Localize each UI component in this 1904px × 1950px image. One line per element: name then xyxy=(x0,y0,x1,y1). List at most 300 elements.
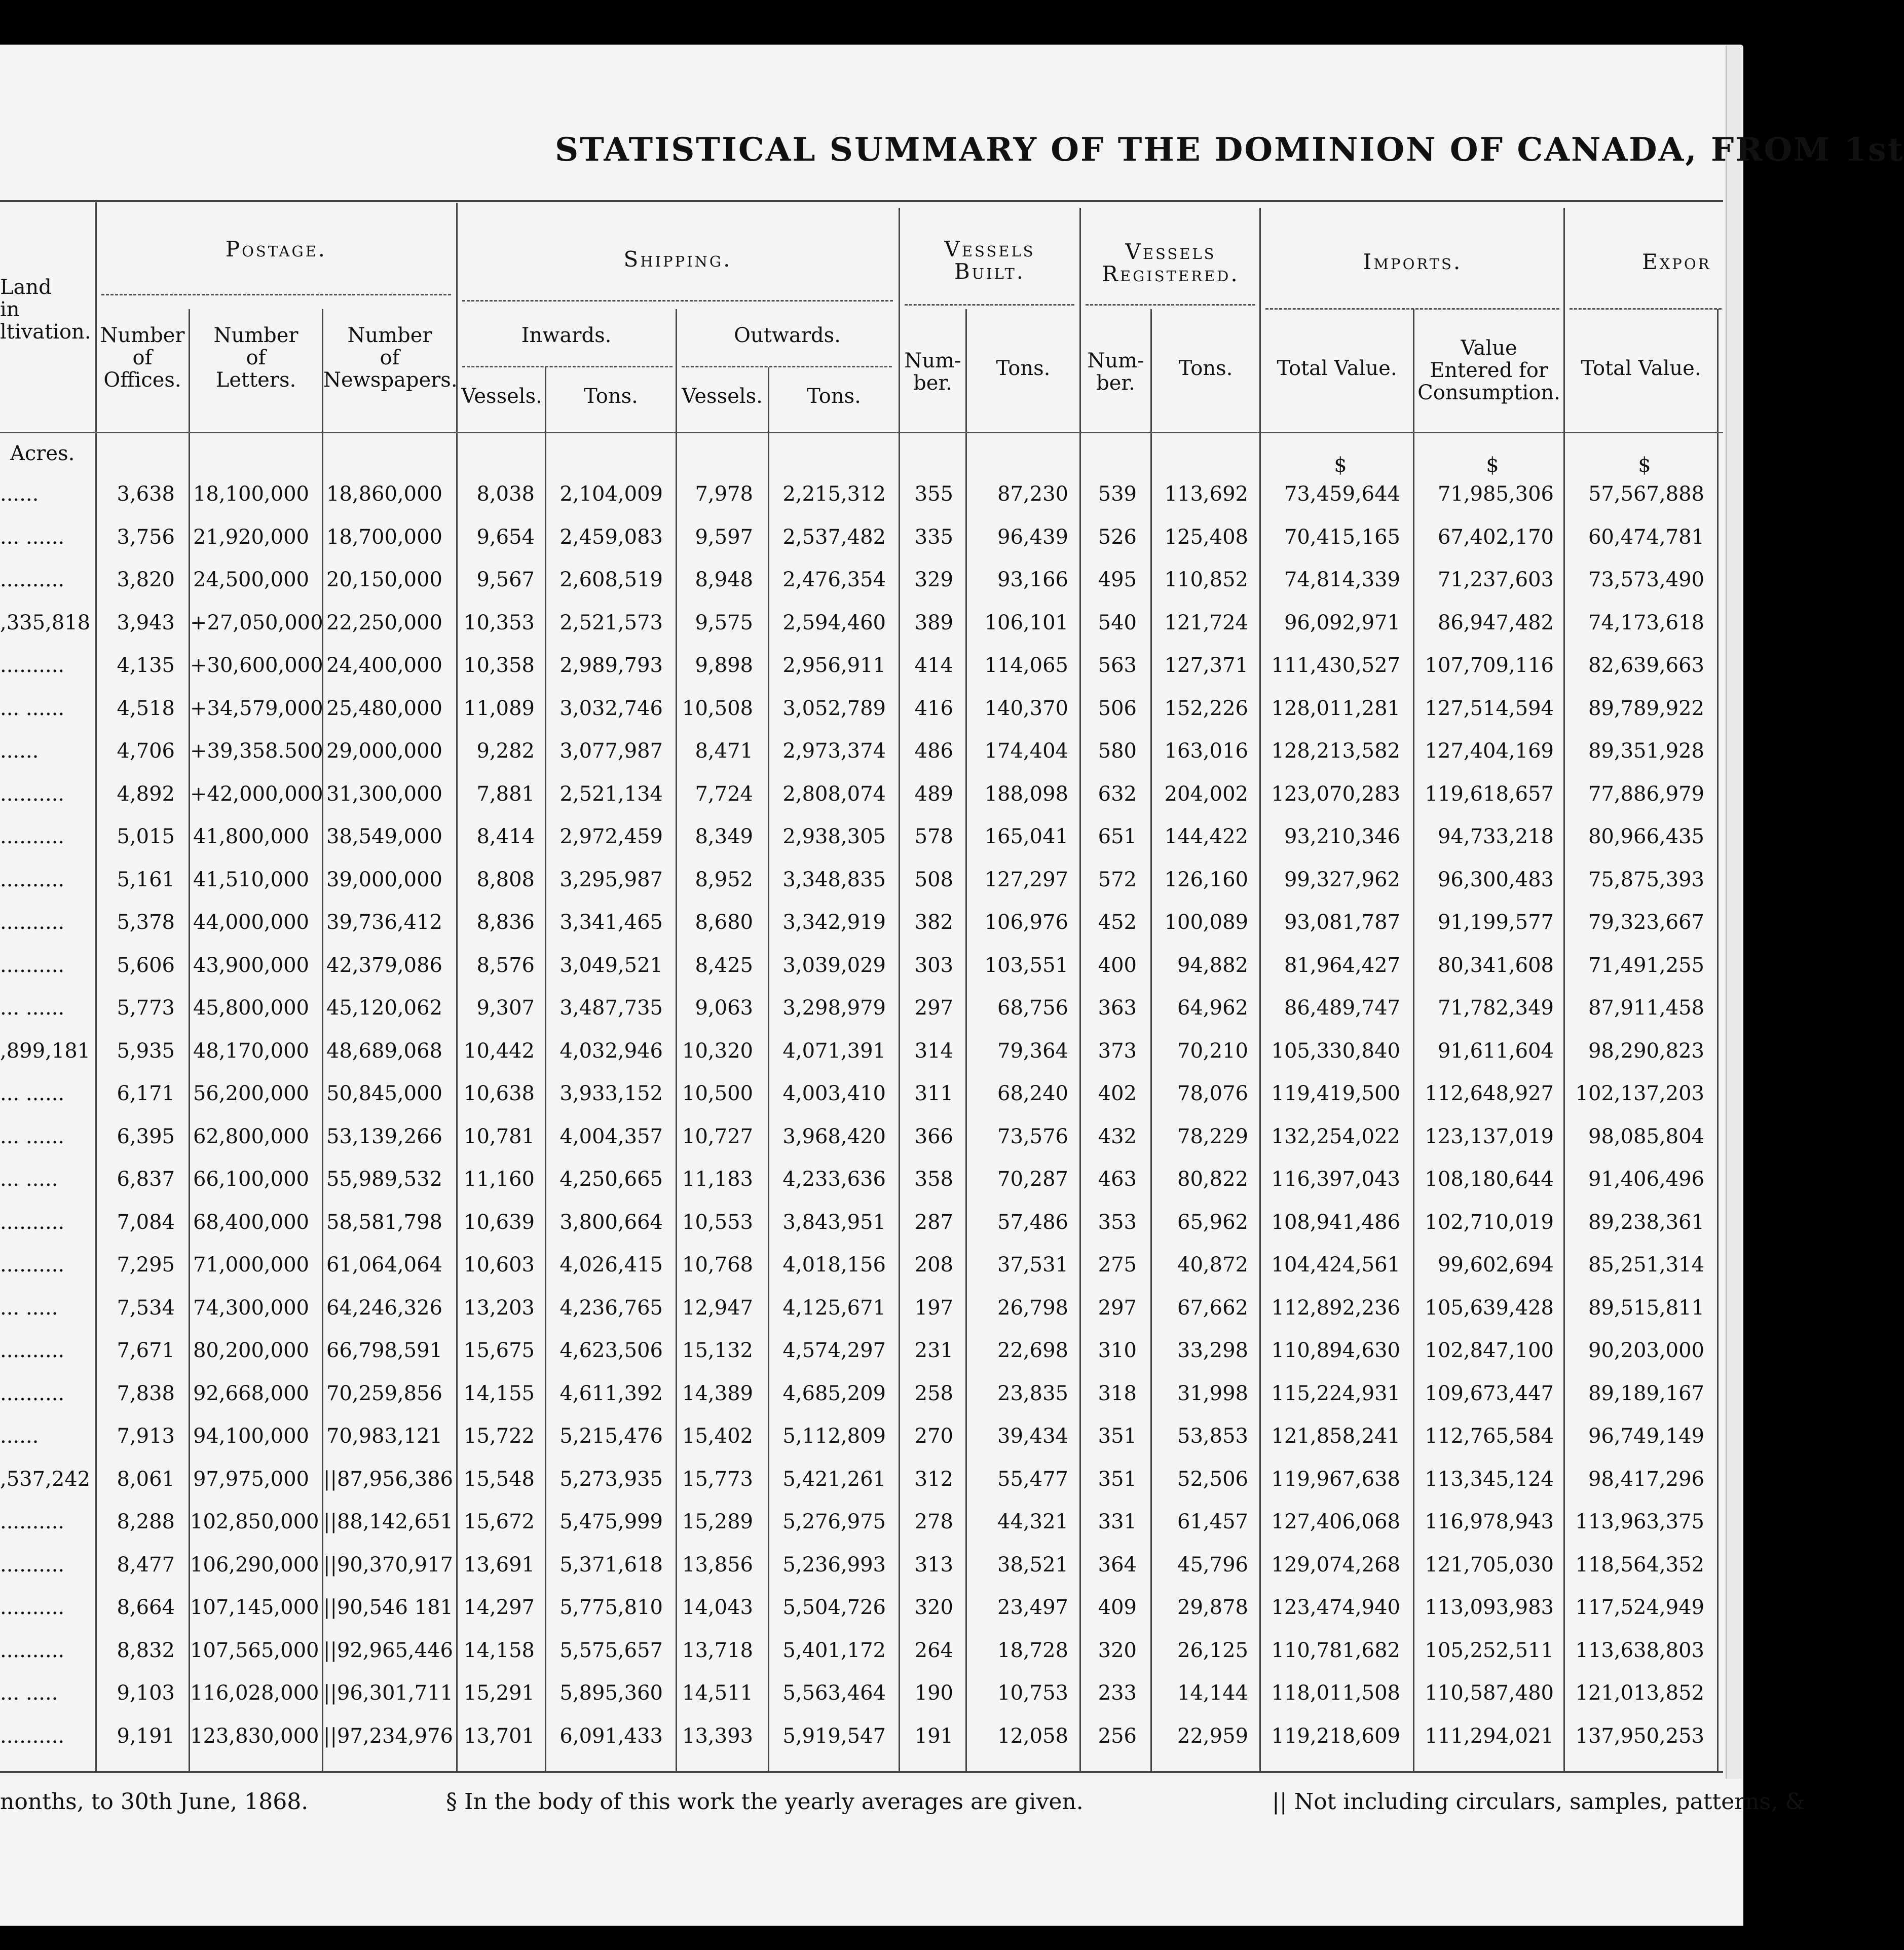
cell-newspapers: 48,689,068 xyxy=(326,1039,442,1063)
cell-out-vessels: 12,947 xyxy=(682,1296,753,1320)
cell-exports-total: 71,491,255 xyxy=(1588,954,1704,977)
cell-built-tons: 165,041 xyxy=(984,825,1068,848)
cell-in-vessels: 11,089 xyxy=(464,697,535,720)
cell-exports-total: 79,323,667 xyxy=(1588,911,1704,934)
cell-reg-number: 310 xyxy=(1098,1339,1137,1362)
cell-exports-total: 82,639,663 xyxy=(1588,654,1704,677)
cell-land: ... ...... xyxy=(0,1125,65,1148)
cell-in-vessels: 14,155 xyxy=(464,1382,535,1405)
cell-imports-total: 81,964,427 xyxy=(1284,954,1400,977)
cell-exports-total: 113,638,803 xyxy=(1575,1639,1704,1662)
cell-letters: 24,500,000 xyxy=(193,568,309,591)
cell-built-number: 258 xyxy=(914,1382,953,1405)
header-rule xyxy=(0,432,1723,433)
cell-offices: 7,913 xyxy=(117,1424,175,1448)
cell-imports-total: 93,210,346 xyxy=(1284,825,1400,848)
cell-reg-number: 632 xyxy=(1098,782,1137,806)
cell-newspapers: 70,983,121 xyxy=(326,1424,442,1448)
cell-imports-total: 108,941,486 xyxy=(1271,1211,1400,1234)
cell-reg-number: 400 xyxy=(1098,954,1137,977)
cell-out-tons: 4,071,391 xyxy=(782,1039,886,1063)
cell-newspapers: 24,400,000 xyxy=(326,654,442,677)
cell-out-tons: 5,919,547 xyxy=(782,1724,886,1748)
cell-offices: 8,288 xyxy=(117,1510,175,1533)
cell-newspapers: 22,250,000 xyxy=(326,611,442,634)
cell-out-vessels: 15,289 xyxy=(682,1510,753,1533)
cell-reg-number: 402 xyxy=(1098,1082,1137,1105)
cell-reg-number: 463 xyxy=(1098,1168,1137,1191)
cell-letters: 66,100,000 xyxy=(193,1168,309,1191)
cell-built-tons: 70,287 xyxy=(997,1168,1068,1191)
cell-imports-total: 93,081,787 xyxy=(1284,911,1400,934)
cell-built-tons: 57,486 xyxy=(997,1211,1068,1234)
cell-reg-tons: 110,852 xyxy=(1164,568,1248,591)
column-rule xyxy=(1717,309,1719,1771)
header-in-vessels: Vessels. xyxy=(461,385,542,408)
cell-out-tons: 3,342,919 xyxy=(782,911,886,934)
cell-out-tons: 4,125,671 xyxy=(782,1296,886,1320)
cell-letters: 41,510,000 xyxy=(193,868,309,891)
column-rule xyxy=(456,203,458,1771)
cell-out-tons: 2,808,074 xyxy=(782,782,886,806)
cell-newspapers: 31,300,000 xyxy=(326,782,442,806)
cell-offices: 7,838 xyxy=(117,1382,175,1405)
cell-newspapers: ||87,956,386 xyxy=(323,1468,453,1491)
cell-built-tons: 18,728 xyxy=(997,1639,1068,1662)
cell-imports-consumption: 108,180,644 xyxy=(1425,1168,1554,1191)
cell-exports-total: 89,789,922 xyxy=(1588,697,1704,720)
cell-exports-total: 74,173,618 xyxy=(1588,611,1704,634)
cell-out-vessels: 13,393 xyxy=(682,1724,753,1748)
cell-in-tons: 3,341,465 xyxy=(559,911,663,934)
cell-imports-consumption: 105,639,428 xyxy=(1425,1296,1554,1320)
cell-out-tons: 4,685,209 xyxy=(782,1382,886,1405)
cell-offices: 4,706 xyxy=(117,739,175,763)
cell-built-number: 303 xyxy=(914,954,953,977)
cell-in-tons: 3,487,735 xyxy=(559,996,663,1020)
cell-letters: 97,975,000 xyxy=(193,1468,309,1491)
cell-in-vessels: 15,672 xyxy=(464,1510,535,1533)
cell-out-tons: 2,537,482 xyxy=(782,526,886,549)
cell-built-tons: 87,230 xyxy=(997,482,1068,506)
cell-reg-tons: 65,962 xyxy=(1177,1211,1248,1234)
cell-in-tons: 2,104,009 xyxy=(559,482,663,506)
cell-out-vessels: 10,768 xyxy=(682,1253,753,1277)
cell-in-tons: 5,475,999 xyxy=(559,1510,663,1533)
cell-out-tons: 2,973,374 xyxy=(782,739,886,763)
cell-exports-total: 89,515,811 xyxy=(1588,1296,1704,1320)
cell-imports-total: 116,397,043 xyxy=(1271,1168,1400,1191)
cell-out-tons: 2,215,312 xyxy=(782,482,886,506)
cell-imports-consumption: 109,673,447 xyxy=(1425,1382,1554,1405)
cell-exports-total: 75,875,393 xyxy=(1588,868,1704,891)
cell-in-vessels: 8,414 xyxy=(476,825,535,848)
cell-exports-total: 118,564,352 xyxy=(1575,1553,1704,1577)
cell-land: ... ...... xyxy=(0,996,65,1020)
cell-in-vessels: 10,603 xyxy=(464,1253,535,1277)
cell-newspapers: 39,736,412 xyxy=(326,911,442,934)
cell-letters: 80,200,000 xyxy=(193,1339,309,1362)
cell-offices: 6,395 xyxy=(117,1125,175,1148)
cell-reg-number: 452 xyxy=(1098,911,1137,934)
cell-reg-number: 233 xyxy=(1098,1681,1137,1705)
cell-out-vessels: 10,727 xyxy=(682,1125,753,1148)
cell-out-tons: 5,401,172 xyxy=(782,1639,886,1662)
cell-in-tons: 5,215,476 xyxy=(559,1424,663,1448)
cell-exports-total: 60,474,781 xyxy=(1588,526,1704,549)
cell-built-number: 270 xyxy=(914,1424,953,1448)
cell-letters: 48,170,000 xyxy=(193,1039,309,1063)
cell-letters: 92,668,000 xyxy=(193,1382,309,1405)
cell-reg-tons: 80,822 xyxy=(1177,1168,1248,1191)
cell-imports-consumption: 105,252,511 xyxy=(1425,1639,1554,1662)
cell-out-vessels: 14,389 xyxy=(682,1382,753,1405)
cell-built-tons: 93,166 xyxy=(997,568,1068,591)
cell-letters: 107,145,000 xyxy=(190,1596,319,1619)
cell-reg-number: 540 xyxy=(1098,611,1137,634)
cell-imports-consumption: 86,947,482 xyxy=(1437,611,1554,634)
cell-in-vessels: 11,160 xyxy=(464,1168,535,1191)
cell-land: .......... xyxy=(0,825,65,848)
cell-imports-consumption: 111,294,021 xyxy=(1425,1724,1554,1748)
cell-in-vessels: 14,158 xyxy=(464,1639,535,1662)
header-vessels-registered: Vessels Registered. xyxy=(1102,239,1240,286)
cell-reg-number: 539 xyxy=(1098,482,1137,506)
cell-offices: 3,943 xyxy=(117,611,175,634)
cell-imports-consumption: 113,093,983 xyxy=(1425,1596,1554,1619)
cell-built-tons: 106,101 xyxy=(984,611,1068,634)
cell-imports-consumption: 102,710,019 xyxy=(1425,1211,1554,1234)
cell-reg-number: 506 xyxy=(1098,697,1137,720)
cell-reg-tons: 100,089 xyxy=(1164,911,1248,934)
cell-reg-tons: 14,144 xyxy=(1177,1681,1248,1705)
cell-land: ... ...... xyxy=(0,526,65,549)
cell-in-tons: 4,623,506 xyxy=(559,1339,663,1362)
cell-imports-consumption: 91,611,604 xyxy=(1437,1039,1554,1063)
cell-in-tons: 2,521,134 xyxy=(559,782,663,806)
cell-newspapers: 64,246,326 xyxy=(326,1296,442,1320)
cell-out-tons: 2,938,305 xyxy=(782,825,886,848)
cell-out-vessels: 9,597 xyxy=(695,526,753,549)
cell-imports-total: 119,967,638 xyxy=(1271,1468,1400,1491)
cell-out-tons: 3,052,789 xyxy=(782,697,886,720)
cell-imports-consumption: 71,782,349 xyxy=(1437,996,1554,1020)
cell-land: ... ..... xyxy=(0,1296,58,1320)
cell-out-tons: 2,594,460 xyxy=(782,611,886,634)
cell-out-tons: 5,112,809 xyxy=(782,1424,886,1448)
cell-exports-total: 117,524,949 xyxy=(1575,1596,1704,1619)
cell-reg-number: 495 xyxy=(1098,568,1137,591)
cell-reg-tons: 113,692 xyxy=(1164,482,1248,506)
footnote-not-including: || Not including circulars, samples, patterns, & xyxy=(1272,1789,1805,1815)
cell-built-tons: 10,753 xyxy=(997,1681,1068,1705)
cell-built-number: 355 xyxy=(914,482,953,506)
cell-out-vessels: 13,718 xyxy=(682,1639,753,1662)
cell-imports-total: 118,011,508 xyxy=(1271,1681,1400,1705)
cell-reg-tons: 29,878 xyxy=(1177,1596,1248,1619)
cell-built-tons: 12,058 xyxy=(997,1724,1068,1748)
cell-imports-consumption: 119,618,657 xyxy=(1425,782,1554,806)
cell-built-number: 358 xyxy=(914,1168,953,1191)
cell-reg-tons: 78,229 xyxy=(1177,1125,1248,1148)
cell-land: .......... xyxy=(0,954,65,977)
cell-letters: 43,900,000 xyxy=(193,954,309,977)
cell-land: .......... xyxy=(0,568,65,591)
cell-in-vessels: 10,442 xyxy=(464,1039,535,1063)
cell-letters: 18,100,000 xyxy=(193,482,309,506)
cell-newspapers: 58,581,798 xyxy=(326,1211,442,1234)
cell-out-vessels: 10,500 xyxy=(682,1082,753,1105)
footnote-averages: § In the body of this work the yearly averages are given. xyxy=(446,1789,1084,1815)
header-built-number: Num- ber. xyxy=(904,349,961,395)
cell-reg-number: 563 xyxy=(1098,654,1137,677)
cell-reg-tons: 52,506 xyxy=(1177,1468,1248,1491)
cell-built-tons: 114,065 xyxy=(984,654,1068,677)
cell-imports-consumption: 102,847,100 xyxy=(1425,1339,1554,1362)
cell-in-vessels: 9,567 xyxy=(476,568,535,591)
cell-offices: 5,773 xyxy=(117,996,175,1020)
header-vessels-built: Vessels Built. xyxy=(944,237,1035,284)
header-exports-total: Total Value. xyxy=(1581,357,1701,380)
cell-in-vessels: 15,548 xyxy=(464,1468,535,1491)
cell-offices: 5,015 xyxy=(117,825,175,848)
cell-out-vessels: 10,553 xyxy=(682,1211,753,1234)
cell-imports-consumption: 91,199,577 xyxy=(1437,911,1554,934)
header-inwards: Inwards. xyxy=(521,324,612,347)
cell-reg-tons: 64,962 xyxy=(1177,996,1248,1020)
top-rule xyxy=(0,200,1723,202)
cell-in-tons: 2,521,573 xyxy=(559,611,663,634)
cell-out-vessels: 8,680 xyxy=(695,911,753,934)
cell-in-tons: 5,895,360 xyxy=(559,1681,663,1705)
cell-newspapers: 70,259,856 xyxy=(326,1382,442,1405)
cell-imports-consumption: 94,733,218 xyxy=(1437,825,1554,848)
cell-built-number: 208 xyxy=(914,1253,953,1277)
cell-land: ...... xyxy=(0,1424,39,1448)
cell-reg-number: 526 xyxy=(1098,526,1137,549)
cell-in-vessels: 10,353 xyxy=(464,611,535,634)
group-rule xyxy=(101,294,451,295)
cell-newspapers: 66,798,591 xyxy=(326,1339,442,1362)
cell-in-tons: 5,575,657 xyxy=(559,1639,663,1662)
cell-out-tons: 4,003,410 xyxy=(782,1082,886,1105)
group-rule xyxy=(1086,304,1255,306)
cell-newspapers: 25,480,000 xyxy=(326,697,442,720)
cell-letters: 94,100,000 xyxy=(193,1424,309,1448)
cell-reg-tons: 127,371 xyxy=(1164,654,1248,677)
cell-reg-number: 318 xyxy=(1098,1382,1137,1405)
cell-in-vessels: 8,808 xyxy=(476,868,535,891)
cell-imports-consumption: 67,402,170 xyxy=(1437,526,1554,549)
header-outwards: Outwards. xyxy=(734,324,841,347)
cell-newspapers: 18,860,000 xyxy=(326,482,442,506)
cell-out-vessels: 15,132 xyxy=(682,1339,753,1362)
cell-built-number: 197 xyxy=(914,1296,953,1320)
cell-letters: 45,800,000 xyxy=(193,996,309,1020)
cell-in-tons: 2,972,459 xyxy=(559,825,663,848)
cell-letters: 56,200,000 xyxy=(193,1082,309,1105)
cell-out-vessels: 7,724 xyxy=(695,782,753,806)
cell-built-number: 489 xyxy=(914,782,953,806)
cell-land: .......... xyxy=(0,1339,65,1362)
cell-newspapers: ||88,142,651 xyxy=(323,1510,453,1533)
cell-in-vessels: 8,836 xyxy=(476,911,535,934)
cell-in-vessels: 10,639 xyxy=(464,1211,535,1234)
cell-exports-total: 57,567,888 xyxy=(1588,482,1704,506)
header-imports-total: Total Value. xyxy=(1277,357,1397,380)
cell-built-number: 382 xyxy=(914,911,953,934)
cell-letters: 71,000,000 xyxy=(193,1253,309,1277)
cell-out-tons: 5,236,993 xyxy=(782,1553,886,1577)
cell-imports-total: 123,474,940 xyxy=(1271,1596,1400,1619)
cell-built-number: 389 xyxy=(914,611,953,634)
cell-built-number: 278 xyxy=(914,1510,953,1533)
header-in-tons: Tons. xyxy=(584,385,638,408)
cell-in-vessels: 9,282 xyxy=(476,739,535,763)
cell-out-tons: 4,574,297 xyxy=(782,1339,886,1362)
cell-letters: +34,579,000 xyxy=(190,697,323,720)
cell-built-tons: 68,240 xyxy=(997,1082,1068,1105)
cell-imports-consumption: 112,648,927 xyxy=(1425,1082,1554,1105)
cell-imports-consumption: 116,978,943 xyxy=(1425,1510,1554,1533)
cell-reg-tons: 22,959 xyxy=(1177,1724,1248,1748)
cell-offices: 5,161 xyxy=(117,868,175,891)
cell-exports-total: 137,950,253 xyxy=(1575,1724,1704,1748)
cell-imports-consumption: 71,237,603 xyxy=(1437,568,1554,591)
footnote-period: nonths, to 30th June, 1868. xyxy=(0,1789,309,1815)
cell-out-vessels: 10,320 xyxy=(682,1039,753,1063)
cell-letters: 123,830,000 xyxy=(190,1724,319,1748)
header-offices: Number of Offices. xyxy=(100,324,185,392)
cell-letters: 116,028,000 xyxy=(190,1681,319,1705)
cell-imports-consumption: 121,705,030 xyxy=(1425,1553,1554,1577)
cell-out-tons: 3,968,420 xyxy=(782,1125,886,1148)
cell-imports-total: 128,011,281 xyxy=(1271,697,1400,720)
cell-reg-number: 331 xyxy=(1098,1510,1137,1533)
cell-out-tons: 5,504,726 xyxy=(782,1596,886,1619)
cell-out-vessels: 14,043 xyxy=(682,1596,753,1619)
cell-built-tons: 140,370 xyxy=(984,697,1068,720)
cell-out-vessels: 14,511 xyxy=(682,1681,753,1705)
cell-newspapers: 20,150,000 xyxy=(326,568,442,591)
cell-newspapers: 29,000,000 xyxy=(326,739,442,763)
header-reg-number: Num- ber. xyxy=(1087,349,1144,395)
cell-reg-tons: 45,796 xyxy=(1177,1553,1248,1577)
cell-out-tons: 5,421,261 xyxy=(782,1468,886,1491)
cell-imports-consumption: 112,765,584 xyxy=(1425,1424,1554,1448)
cell-built-number: 311 xyxy=(914,1082,953,1105)
cell-land: ...... xyxy=(0,739,39,763)
header-newspapers: Number of Newspapers. xyxy=(323,324,458,392)
cell-in-tons: 3,077,987 xyxy=(559,739,663,763)
cell-built-number: 486 xyxy=(914,739,953,763)
cell-out-vessels: 9,063 xyxy=(695,996,753,1020)
cell-imports-total: 111,430,527 xyxy=(1271,654,1400,677)
cell-in-tons: 2,989,793 xyxy=(559,654,663,677)
cell-in-vessels: 13,701 xyxy=(464,1724,535,1748)
cell-reg-tons: 33,298 xyxy=(1177,1339,1248,1362)
cell-land: ... ..... xyxy=(0,1681,58,1705)
cell-imports-total: 99,327,962 xyxy=(1284,868,1400,891)
cell-in-tons: 4,026,415 xyxy=(559,1253,663,1277)
cell-reg-number: 351 xyxy=(1098,1468,1137,1491)
cell-out-vessels: 8,349 xyxy=(695,825,753,848)
group-rule xyxy=(682,366,892,367)
cell-reg-number: 363 xyxy=(1098,996,1137,1020)
cell-reg-tons: 61,457 xyxy=(1177,1510,1248,1533)
cell-built-tons: 188,098 xyxy=(984,782,1068,806)
cell-exports-total: 96,749,149 xyxy=(1588,1424,1704,1448)
cell-imports-total: 112,892,236 xyxy=(1271,1296,1400,1320)
header-imports-consumption: Value Entered for Consumption. xyxy=(1417,336,1560,404)
cell-out-tons: 3,298,979 xyxy=(782,996,886,1020)
cell-in-tons: 3,049,521 xyxy=(559,954,663,977)
header-built-tons: Tons. xyxy=(996,357,1051,380)
cell-built-tons: 37,531 xyxy=(997,1253,1068,1277)
cell-offices: 3,638 xyxy=(117,482,175,506)
cell-reg-tons: 94,882 xyxy=(1177,954,1248,977)
cell-built-number: 191 xyxy=(914,1724,953,1748)
cell-reg-tons: 31,998 xyxy=(1177,1382,1248,1405)
cell-built-tons: 127,297 xyxy=(984,868,1068,891)
cell-built-tons: 22,698 xyxy=(997,1339,1068,1362)
cell-letters: 102,850,000 xyxy=(190,1510,319,1533)
cell-imports-total: 119,419,500 xyxy=(1271,1082,1400,1105)
cell-in-vessels: 9,654 xyxy=(476,526,535,549)
cell-built-tons: 106,976 xyxy=(984,911,1068,934)
cell-in-vessels: 15,291 xyxy=(464,1681,535,1705)
cell-imports-total: 74,814,339 xyxy=(1284,568,1400,591)
cell-offices: 7,295 xyxy=(117,1253,175,1277)
cell-imports-consumption: 71,985,306 xyxy=(1437,482,1554,506)
cell-land: ... ...... xyxy=(0,697,65,720)
cell-exports-total: 98,290,823 xyxy=(1588,1039,1704,1063)
header-land: Land in ltivation. xyxy=(0,276,91,344)
cell-newspapers: ||96,301,711 xyxy=(323,1681,453,1705)
cell-exports-total: 73,573,490 xyxy=(1588,568,1704,591)
cell-built-number: 231 xyxy=(914,1339,953,1362)
cell-offices: 4,892 xyxy=(117,782,175,806)
page-edge xyxy=(1726,46,1742,1779)
cell-in-vessels: 7,881 xyxy=(476,782,535,806)
cell-in-tons: 4,236,765 xyxy=(559,1296,663,1320)
cell-reg-number: 297 xyxy=(1098,1296,1137,1320)
cell-land: .......... xyxy=(0,654,65,677)
cell-in-vessels: 13,203 xyxy=(464,1296,535,1320)
cell-letters: 44,000,000 xyxy=(193,911,309,934)
cell-reg-tons: 152,226 xyxy=(1164,697,1248,720)
cell-out-tons: 5,563,464 xyxy=(782,1681,886,1705)
cell-out-tons: 2,476,354 xyxy=(782,568,886,591)
cell-reg-number: 373 xyxy=(1098,1039,1137,1063)
cell-reg-number: 572 xyxy=(1098,868,1137,891)
cell-in-tons: 2,459,083 xyxy=(559,526,663,549)
cell-out-tons: 5,276,975 xyxy=(782,1510,886,1533)
cell-in-tons: 2,608,519 xyxy=(559,568,663,591)
cell-land: .......... xyxy=(0,1253,65,1277)
cell-in-tons: 3,800,664 xyxy=(559,1211,663,1234)
cell-letters: 74,300,000 xyxy=(193,1296,309,1320)
cell-offices: 7,534 xyxy=(117,1296,175,1320)
cell-built-tons: 23,497 xyxy=(997,1596,1068,1619)
cell-imports-total: 127,406,068 xyxy=(1271,1510,1400,1533)
cell-reg-number: 351 xyxy=(1098,1424,1137,1448)
cell-imports-total: 105,330,840 xyxy=(1271,1039,1400,1063)
cell-imports-total: 115,224,931 xyxy=(1271,1382,1400,1405)
cell-offices: 4,135 xyxy=(117,654,175,677)
cell-offices: 8,664 xyxy=(117,1596,175,1619)
cell-newspapers: 45,120,062 xyxy=(326,996,442,1020)
